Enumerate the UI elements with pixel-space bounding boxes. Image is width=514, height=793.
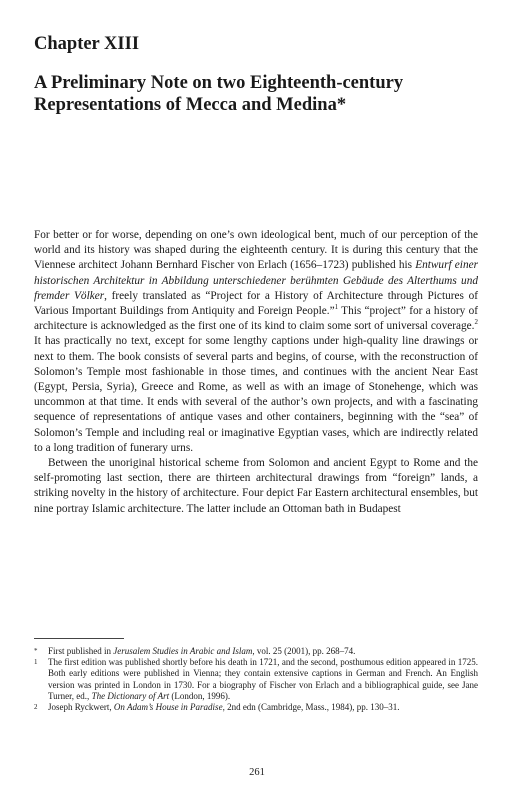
footnote-ref-1[interactable]: 1 <box>334 303 339 312</box>
footnote-marker: 2 <box>34 703 38 712</box>
footnote-ref-2[interactable]: 2 <box>474 318 478 327</box>
page-number: 261 <box>249 767 265 778</box>
footnote-text: Joseph Ryckwert, On Adam’s House in Paradise, 2nd edn (Cambridge, Mass., 1984), pp. 130–31. <box>48 702 400 713</box>
chapter-heading: Chapter XIII <box>34 34 140 54</box>
footnote-1 <box>34 657 478 702</box>
chapter-title: A Preliminary Note on two Eighteenth-century Representations of Mecca and Medina* <box>34 73 404 115</box>
footnotes <box>34 646 478 713</box>
footnote-marker: * <box>34 647 38 655</box>
footnote-text: First published in Jerusalem Studies in Arabic and Islam, vol. 25 (2001), pp. 268–74. <box>48 646 356 656</box>
footnote-text: The first edition was published shortly before his death in 1721, and the second, posthumous edition appeared in 1725. Both early editions were published in Vienna; they contain extensive captions in German and French. An English version was printed in London in 1730. For a biography of Fischer von Erlach and a bibliographical guide, see Jane Turner, ed., The Dictionary of Art (London, 1996). <box>48 657 478 701</box>
footnote-marker: 1 <box>34 658 38 667</box>
body-text <box>34 228 478 517</box>
footnote-star <box>34 646 478 657</box>
footnote-divider <box>34 638 124 639</box>
footnote-2 <box>34 702 478 713</box>
paragraph-2: Between the unoriginal historical scheme from Solomon and ancient Egypt to Rome and the self-promoting last section, there are thirteen architectural drawings from “foreign” lands, a striking novelty in the history of architecture. Four depict Far Eastern architectural ensembles, but nine portray Islamic architecture. The latter include an Ottoman bath in Budapest <box>34 457 478 515</box>
paragraph-1: For better or for worse, depending on one’s own ideological bent, much of our perception of the world and its history was shaped during the eighteenth century. It is during this century that the Viennese architect Johann Bernhard Fischer von Erlach (1656–1723) published his Entwurf einer historischen Architektur in Abbildung unterschiedener berühmten Gebäude des Alterthums und fremder Völker, freely translated as “Project for a History of Architecture through Pictures of Various Important Buildings from Antiquity and Foreign People.”$^1$ This “project” for a history of architecture is acknowledged as the first one of its kind to claim some sort of universal coverage.$^2$ It has practically no text, except for some lengthy captions under high-quality line drawings or next to them. The book consists of several parts and begins, of course, with the reconstruction of Solomon’s Temple most fashionable in those times, and continues with the ancient Near East (Egypt, Persia, Syria), Greece and Rome, as well as with an image of Stonehenge, which was uncommon at that time. It ends with several of the author’s own projects, and with a fascinating sequence of representations of antique vases and other containers, beginning with the “sea” of Solomon’s Temple and including real or imaginative Egyptian vases, which are indirectly related to a long tradition of funerary urns. <box>34 229 479 454</box>
book-title-italic: Entwurf einer historischen Architektur in Abbildung unterschiedener berühmten Gebäude des Alterthums und fremder Völker <box>34 259 478 302</box>
